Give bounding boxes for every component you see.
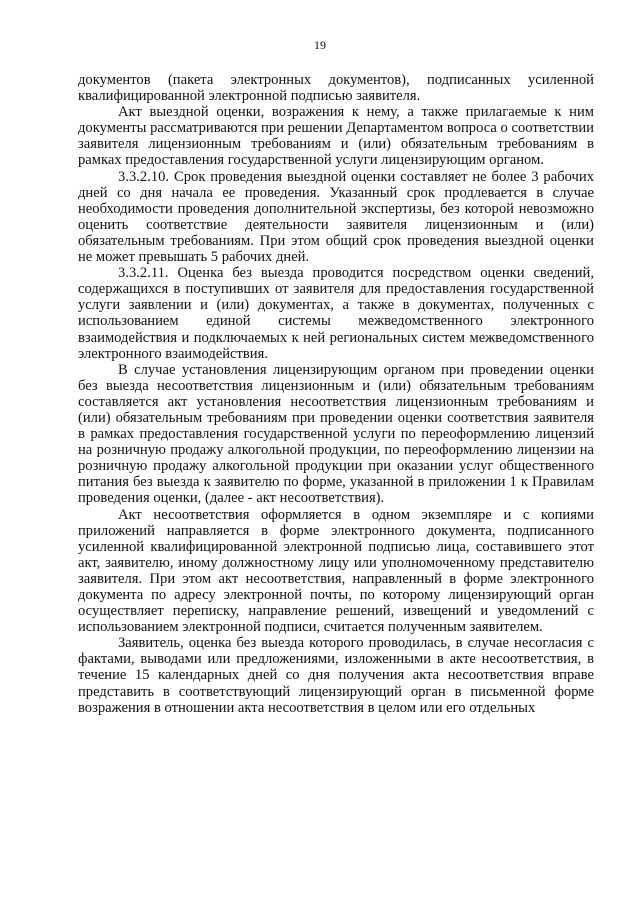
paragraph: 3.3.2.10. Срок проведения выездной оценки составляет не более 3 рабочих дней со дня начала ее проведения. Указанный срок продлевается в случае необходимости проведения дополнительной экспертизы, без которой невозможно оценить соответствие деятельности заявителя лицензионным и (или) обязательным требованиям. При этом общий срок проведения выездной оценки не может превышать 5 рабочих дней. [78, 168, 594, 266]
document-body [78, 72, 594, 716]
paragraph: Акт выездной оценки, возражения к нему, а также прилагаемые к ним документы рассматриваются при решении Департаментом вопроса о соответствии заявителя лицензионным требованиям и (или) обязательным требованиям в рамках предоставления государственной услуги лицензирующим органом. [78, 104, 594, 169]
paragraph: В случае установления лицензирующим органом при проведении оценки без выезда несоответствия лицензионным и (или) обязательным требованиям составляется акт установления несоответствия лицензионным требованиям и (или) обязательным требованиям при проведении оценки соответствия заявителя в рамках предоставления государственной услуги по переоформлению лицензий на розничную продажу алкогольной продукции, по переоформлению лицензии на розничную продажу алкогольной продукции при оказании услуг общественного питания без выезда к заявителю по форме, указанной в приложении 1 к Правилам проведения оценки, (далее - акт несоответствия). [78, 361, 594, 507]
paragraph: Заявитель, оценка без выезда которого проводилась, в случае несогласия с фактами, выводами или предложениями, изложенными в акте несоответствия, в течение 15 календарных дней со дня получения акта несоответствия вправе представить в соответствующий лицензирующий орган в письменной форме возражения в отношении акта несоответствия в целом или его отдельных [78, 635, 594, 716]
page-number: 19 [314, 38, 326, 52]
paragraph: 3.3.2.11. Оценка без выезда проводится посредством оценки сведений, содержащихся в поступивших от заявителя для предоставления государственной услуги заявлении и (или) документах, а также в документах, полученных с использованием единой системы межведомственного электронного взаимодействия и подключаемых к ней региональных систем межведомственного электронного взаимодействия. [78, 265, 594, 362]
paragraph: документов (пакета электронных документов), подписанных усиленной квалифицированной электронной подписью заявителя. [78, 72, 594, 105]
paragraph: Акт несоответствия оформляется в одном экземпляре и с копиями приложений направляется в форме электронного документа, подписанного усиленной квалифицированной электронной подписью лица, составившего этот акт, заявителю, иному должностному лицу или уполномоченному представителю заявителя. При этом акт несоответствия, направленный в форме электронного документа по адресу электронной почты, по которому лицензирующий орган осуществляет переписку, направление решений, извещений и уведомлений с использованием электронной подписи, считается полученным заявителем. [78, 506, 594, 636]
